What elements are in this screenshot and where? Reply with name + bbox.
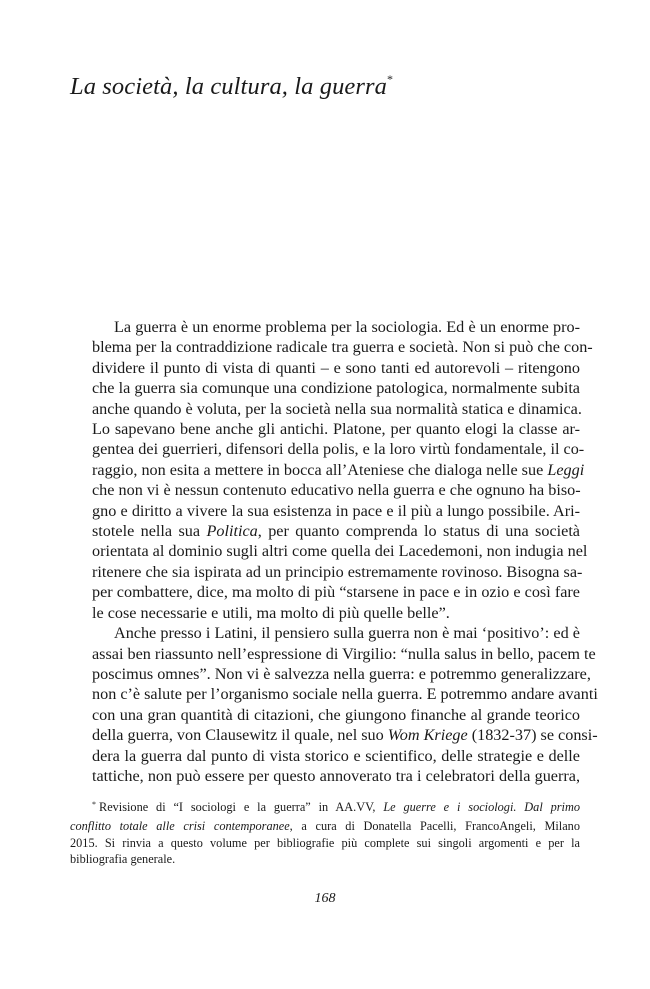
footnote-mark: *	[92, 800, 96, 809]
text-fragment: della guerra, von Clausewitz il quale, nel suo	[92, 726, 384, 745]
text-line: con una gran quantità di citazioni, che giungono finanche al grande teorico	[92, 705, 580, 724]
text-line: tattiche, non può essere per questo annoverato tra i celebratori della guerra,	[92, 766, 580, 785]
text-line: le cose necessarie e utili, ma molto di più quelle belle”.	[92, 603, 450, 622]
text-line: Lo sapevano bene anche gli antichi. Platone, per quanto elogi la classe ar-	[92, 420, 580, 439]
text-line: per combattere, dice, ma molto di più “starsene in pace e in ozio e così fare	[92, 583, 580, 602]
text-line	[70, 521, 580, 541]
footnote-line: bibliografia generale.	[70, 852, 176, 867]
footnote-line	[70, 818, 580, 835]
text-line: La guerra è un enorme problema per la sociologia. Ed è un enorme pro-	[114, 318, 580, 336]
body-text	[70, 317, 598, 786]
footnote-line: 2015. Si rinvia a questo volume per bibliografie più complete sui singoli argomenti e per la	[70, 835, 580, 850]
text-line: Anche presso i Latini, il pensiero sulla guerra non è mai ‘positivo’: ed è	[114, 624, 580, 643]
text-line: non c’è salute per l’organismo sociale nella guerra. E potremmo andare avanti	[92, 685, 598, 704]
text-line	[70, 725, 598, 745]
text-line	[70, 460, 585, 480]
text-fragment: stotele nella sua	[92, 522, 201, 541]
paragraph-1	[70, 317, 593, 623]
text-line: assai ben riassunto nell’espressione di Virgilio: “nulla salus in bello, pacem te	[92, 644, 596, 663]
footnote	[70, 799, 580, 868]
paragraph-2	[70, 623, 598, 786]
text-line: che la guerra sia comunque una condizione patologica, normalmente subita	[92, 379, 580, 398]
italic-book-title: conflitto totale alle crisi contemporanee	[70, 818, 290, 833]
text-line: dera la guerra dal punto di vista storico e scientifico, delle strategie e delle	[92, 746, 580, 765]
text-line: che non vi è nessun contenuto educativo nella guerra e che ognuno ha biso-	[92, 481, 581, 500]
italic-title-politica: Politica	[206, 522, 258, 541]
text-line: ritenere che sia ispirata ad un principio estremamente rovinoso. Bisogna sa-	[92, 562, 583, 581]
text-line: gno e diritto a vivere la sua esistenza in pace e il più a lungo possibile. Ari-	[92, 501, 580, 520]
text-line: poscimus omnes”. Non vi è salvezza nella guerra: e potremmo generalizzare,	[92, 664, 591, 683]
text-fragment: (1832-37) se consi-	[471, 726, 598, 745]
chapter-title	[70, 73, 393, 101]
text-line: gentea dei guerrieri, difensori della polis, e la loro virtù fondamentale, il co-	[92, 440, 585, 459]
footnote-line	[70, 799, 580, 818]
text-fragment: , a cura di Donatella Pacelli, FrancoAngeli, Milano	[289, 818, 580, 833]
footnote-reference-mark: *	[387, 71, 394, 86]
chapter-title-text: La società, la cultura, la guerra	[70, 73, 388, 100]
text-fragment: raggio, non esita a mettere in bocca all’Ateniese che dialoga nelle sue	[92, 460, 544, 479]
italic-book-title: Le guerre e i sociologi. Dal primo	[383, 800, 580, 814]
text-line: anche quando è voluta, per la società nella sua normalità statica e dinamica.	[92, 399, 582, 418]
text-line: orientata al dominio sugli altri come quella dei Lacedemoni, non indugia nel	[92, 542, 588, 561]
italic-title-wom-kriege: Wom Kriege	[387, 726, 468, 745]
text-line: blema per la contraddizione radicale tra guerra e società. Non si può che con-	[92, 338, 593, 357]
italic-title-leggi: Leggi	[547, 460, 585, 479]
text-fragment: Revisione di “I sociologi e la guerra” in AA.VV,	[99, 800, 376, 814]
text-line: dividere il punto di vista di quanti – e sono tanti ed autorevoli – ritengono	[92, 358, 580, 377]
page-number: 168	[314, 891, 336, 906]
text-fragment: , per quanto comprenda lo status di una società	[257, 522, 580, 541]
